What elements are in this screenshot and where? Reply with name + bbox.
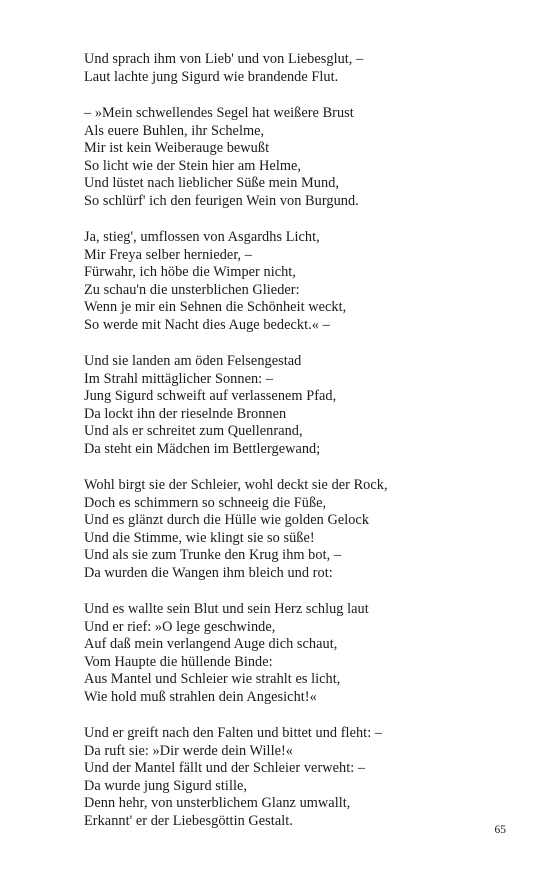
verse-line: Da steht ein Mädchen im Bettlergewand;	[84, 440, 321, 457]
verse-line: Aus Mantel und Schleier wie strahlt es licht,	[84, 671, 341, 687]
verse-line: Und sie landen am öden Felsengestad	[84, 353, 302, 369]
verse-line: Fürwahr, ich höbe die Wimper nicht,	[84, 264, 296, 280]
verse-line: Und der Mantel fällt und der Schleier verweht: –	[84, 760, 366, 776]
verse-line: Mir ist kein Weiberauge bewußt	[84, 140, 270, 156]
poem-body	[84, 51, 504, 849]
stanza-3	[84, 229, 504, 334]
verse-line: Und als er schreitet zum Quellenrand,	[84, 423, 303, 439]
verse-line: Im Strahl mittäglicher Sonnen: –	[84, 370, 274, 387]
stanza-5	[84, 477, 504, 582]
verse-line: Ja, stieg', umflossen von Asgardhs Licht,	[84, 229, 320, 245]
verse-line: Vom Haupte die hüllende Binde:	[84, 653, 273, 670]
verse-line: So licht wie der Stein hier am Helme,	[84, 157, 302, 174]
stanza-4	[84, 353, 504, 458]
stanza-1	[84, 51, 504, 86]
verse-line: Jung Sigurd schweift auf verlassenem Pfad,	[84, 388, 337, 404]
verse-line: So schlürf' ich den feurigen Wein von Burgund.	[84, 192, 359, 209]
verse-line: Da ruft sie: »Dir werde dein Wille!«	[84, 742, 293, 759]
verse-line: Und sprach ihm von Lieb' und von Liebesglut, –	[84, 51, 364, 67]
verse-line: Erkannt' er der Liebesgöttin Gestalt.	[84, 812, 293, 829]
stanza-2	[84, 105, 504, 210]
verse-line: Und es wallte sein Blut und sein Herz schlug laut	[84, 601, 369, 617]
verse-line: Wie hold muß strahlen dein Angesicht!«	[84, 688, 317, 705]
verse-line: Da wurden die Wangen ihm bleich und rot:	[84, 564, 333, 581]
verse-line: Zu schau'n die unsterblichen Glieder:	[84, 281, 300, 298]
verse-line: Und die Stimme, wie klingt sie so süße!	[84, 529, 315, 546]
page-number: 65	[494, 824, 506, 836]
verse-line: Denn hehr, von unsterblichem Glanz umwallt,	[84, 795, 351, 811]
verse-line: Und er greift nach den Falten und bittet und fleht: –	[84, 725, 383, 741]
verse-line: Auf daß mein verlangend Auge dich schaut,	[84, 636, 338, 652]
verse-line: Und es glänzt durch die Hülle wie golden Gelock	[84, 512, 370, 528]
verse-line: Da wurde jung Sigurd stille,	[84, 777, 248, 794]
verse-line: Mir Freya selber hernieder, –	[84, 246, 253, 263]
verse-line: Und lüstet nach lieblicher Süße mein Mund,	[84, 175, 340, 191]
verse-line: Wohl birgt sie der Schleier, wohl deckt sie der Rock,	[84, 477, 388, 493]
verse-line: Da lockt ihn der rieselnde Bronnen	[84, 405, 287, 422]
verse-line: So werde mit Nacht dies Auge bedeckt.« –	[84, 316, 330, 333]
stanza-7	[84, 725, 504, 830]
verse-line: Und als sie zum Trunke den Krug ihm bot, –	[84, 547, 342, 563]
verse-line: Und er rief: »O lege geschwinde,	[84, 618, 276, 635]
verse-line: – »Mein schwellendes Segel hat weißere Brust	[84, 105, 354, 121]
verse-line: Doch es schimmern so schneeig die Füße,	[84, 494, 327, 511]
stanza-6	[84, 601, 504, 706]
verse-line: Als euere Buhlen, ihr Schelme,	[84, 122, 265, 139]
verse-line: Wenn je mir ein Sehnen die Schönheit weckt,	[84, 299, 347, 315]
verse-line: Laut lachte jung Sigurd wie brandende Flut.	[84, 68, 339, 85]
